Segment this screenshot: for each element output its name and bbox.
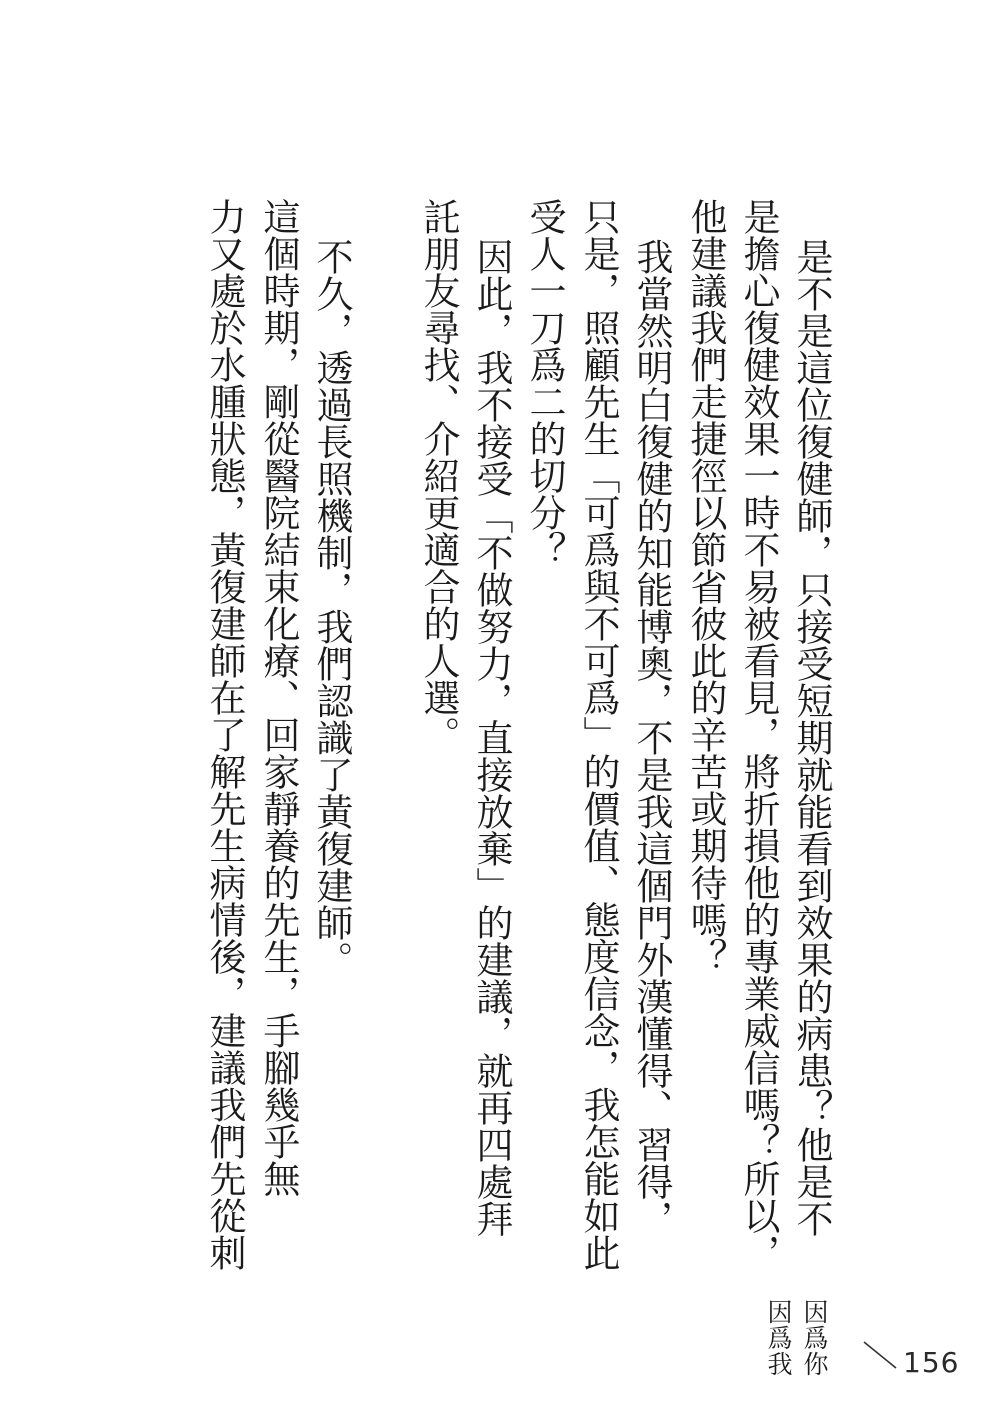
text-column-2: 是擔心復健效果一時不易被看見，將折損他的專業威信嗎？所以， (737, 198, 780, 1271)
text-column-7: 因此，我不接受「不做努力，直接放棄」的建議，就再四處拜 (470, 238, 513, 1237)
text-column-11: 力又處於水腫狀態，黃復建師在了解先生病情後，建議我們先從刺 (203, 198, 246, 1271)
running-title-line-2: 因爲我 (764, 1299, 793, 1377)
text-column-6: 受人一刀爲二的切分？ (523, 198, 566, 568)
text-column-3: 他建議我們走捷徑以節省彼此的辛苦或期待嗎？ (684, 198, 727, 975)
text-column-1: 是不是這位復健師，只接受短期就能看到效果的病患？他是不 (790, 238, 833, 1237)
text-column-9: 不久，透過長照機制，我們認識了黃復建師。 (310, 238, 353, 978)
running-title-line-1: 因爲你 (800, 1299, 829, 1377)
text-column-4: 我當然明白復健的知能博奧，不是我這個門外漢懂得、習得， (630, 238, 673, 1237)
text-column-8: 託朋友尋找、介紹更適合的人選。 (417, 198, 460, 753)
text-column-5: 只是，照顧先生「可爲與不可爲」的價值、態度信念，我怎能如此 (577, 198, 620, 1271)
text-column-10: 這個時期，剛從醫院結束化療、回家靜養的先生，手腳幾乎無 (257, 198, 300, 1197)
page-number: 156 (903, 1346, 960, 1379)
page-divider-slash (862, 1340, 898, 1370)
